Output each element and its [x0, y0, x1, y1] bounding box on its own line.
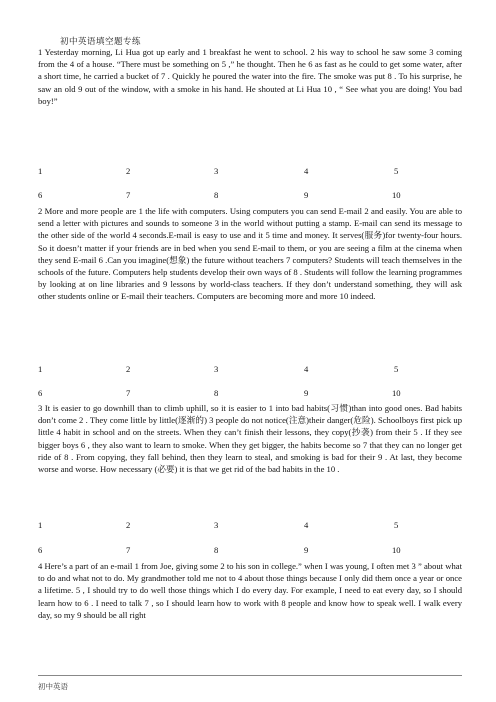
passage-2: [38, 205, 462, 303]
answer-number: 5: [394, 520, 399, 530]
answer-number: 4: [304, 520, 309, 530]
footer-divider: [38, 675, 462, 676]
answer-number: 10: [392, 190, 401, 200]
answer-number: 5: [394, 166, 399, 176]
answer-number: 6: [38, 190, 43, 200]
answer-number: 9: [304, 545, 309, 555]
answer-number: 2: [126, 520, 131, 530]
answer-number: 6: [38, 388, 43, 398]
passage-2-text: 2 More and more people are 1 the life with computers. Using computers you can send E-mail 2 and easily. You are able to send a letter with pictures and sounds to someone 3 in the world without putting a stamp. E-mail can send its message to the other side of the world 4 seconds.E-mail is easy to use and it 5 time and money. It serves(服务)for twenty-four hours. So it doesn’t matter if your friends are in bed when you send E-mail to them, or you are seeing a film at the cinema when they send E-mail 6 .Can you imagine(想象) the future without teachers 7 computers? Students will teach themselves in the schools of the future. Computers help students develop their own ways of 8 . Students will follow the learning programmes by looking at on line libraries and 9 lessons by world-class teachers. If they don’t understand something, they will ask other students online or E-mail their teachers. Computers are becoming more and more 10 indeed.: [38, 206, 462, 302]
passage-1: [38, 46, 462, 107]
answer-number: 1: [38, 520, 43, 530]
footer-label: 初中英语: [38, 682, 68, 691]
answer-number: 8: [214, 388, 219, 398]
passage-4-text: 4 Here’s a part of an e-mail 1 from Joe, giving some 2 to his son in college.” when I was young, I often met 3 ” about what to do and what not to do. My grandmother told me not to 4 about those things because I only did them once a year or once a lifetime. 5 , I should try to do well those things which I do every day. For example, I need to eat every day, so I should learn how to 6 . I need to talk 7 , so I should learn how to work with 8 people and know how to speak well. I walk every day, so my 9 should be all right: [38, 561, 462, 620]
answer-number: 9: [304, 388, 309, 398]
answer-number: 6: [38, 545, 43, 555]
answer-number: 1: [38, 166, 43, 176]
answer-number: 3: [214, 166, 219, 176]
page-title: 初中英语填空题专练: [60, 36, 142, 46]
answer-number: 9: [304, 190, 309, 200]
answer-number: 7: [126, 388, 131, 398]
answer-number: 7: [126, 545, 131, 555]
passage-4: [38, 560, 462, 621]
answer-number: 4: [304, 364, 309, 374]
answer-number: 7: [126, 190, 131, 200]
answer-number: 3: [214, 520, 219, 530]
answer-number: 10: [392, 545, 401, 555]
answer-number: 10: [392, 388, 401, 398]
passage-3-text: 3 It is easier to go downhill than to climb uphill, so it is easier to 1 into bad habits(习惯)than into good ones. Bad habits don’t come 2 . They come little by little(逐渐的) 3 people do not notice(注意)their danger(危险). Schoolboys first pick up little 4 habit in school and on the streets. When they can’t finish their lessons, they copy(抄袭) from their 5 . If they see bigger boys 6 , they also want to learn to smoke. When they get bigger, the habits become so 7 that they can no longer get ride of 8 . From copying, they fall behind, then they learn to steal, and smoking is bad for their 9 . At last, they become worse and worse. How necessary (必要) it is that we get rid of the bad habits in the 10 .: [38, 403, 462, 475]
answer-number: 3: [214, 364, 219, 374]
answer-number: 2: [126, 364, 131, 374]
answer-number: 8: [214, 190, 219, 200]
answer-number: 8: [214, 545, 219, 555]
answer-number: 2: [126, 166, 131, 176]
passage-3: [38, 402, 462, 475]
answer-number: 5: [394, 364, 399, 374]
answer-number: 4: [304, 166, 309, 176]
answer-number: 1: [38, 364, 43, 374]
passage-1-text: 1 Yesterday morning, Li Hua got up early and 1 breakfast he went to school. 2 his way to school he saw some 3 coming from the 4 of a house. “There must be something on 5 ,” he thought. Then he 6 as fast as he could to get some water, after a short time, he carried a bucket of 7 . Quickly he poured the water into the fire. The smoke was put 8 . To his surprise, he saw an old 9 out of the window, with a smoke in his hand. He shouted at Li Hua 10 , “ See what you are doing! You bad boy!”: [38, 47, 462, 106]
